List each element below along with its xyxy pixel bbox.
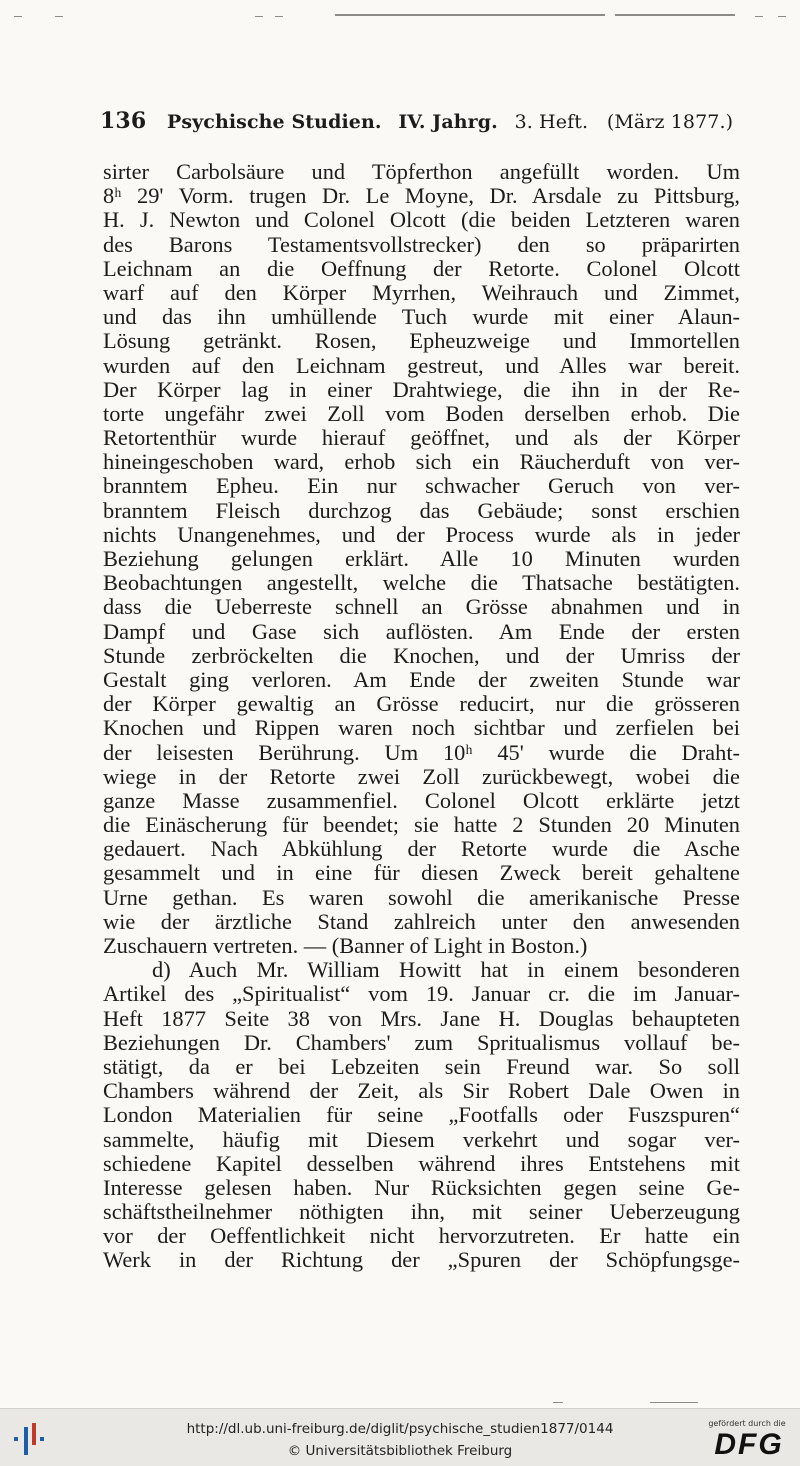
text-line: vor der Oeffentlichkeit nicht hervorzutreten. Er hatte ein: [103, 1223, 740, 1249]
running-header: [100, 108, 740, 134]
text-line: Zuschauern vertreten. — (Banner of Light in Boston.): [103, 933, 588, 958]
text-line: Chambers während der Zeit, als Sir Robert Dale Owen in: [103, 1078, 740, 1104]
text-line: hineingeschoben ward, erhob sich ein Räucherduft von ver-: [103, 449, 740, 475]
text-line: ganze Masse zusammenfiel. Colonel Olcott erklärte jetzt: [103, 787, 740, 813]
text-line: Dampf und Gase sich auflösten. Am Ende der ersten: [103, 618, 740, 644]
text-line: schäftstheilnehmer nöthigten ihn, mit seiner Ueberzeugung: [103, 1199, 740, 1225]
text-line: wurden auf den Leichnam gestreut, und Alles war bereit.: [103, 352, 740, 378]
bottom-scan-rule: [553, 1402, 563, 1403]
text-line: London Materialien für seine „Footfalls oder Fuszspuren“: [103, 1102, 740, 1128]
text-line: torte ungefähr zwei Zoll vom Boden derselben erhob. Die: [103, 400, 740, 426]
text-line: stätigt, da er bei Lebzeiten sein Freund war. So soll: [103, 1053, 740, 1079]
journal-title: Psychische Studien.: [166, 111, 382, 133]
text-line: Stunde zerbröckelten die Knochen, und der Umriss der: [103, 642, 740, 668]
dfg-caption: gefördert durch die: [708, 1419, 786, 1428]
text-line: die Einäscherung für beendet; sie hatte 2 Stunden 20 Minuten: [103, 812, 740, 838]
text-line: und das ihn umhüllende Tuch wurde mit einer Alaun-: [103, 304, 740, 330]
volume-label: IV. Jahrg.: [398, 111, 498, 133]
body-text: [103, 160, 740, 1273]
scan-mark: [255, 16, 263, 17]
dfg-logo: DFG: [714, 1428, 784, 1461]
text-line: Artikel des „Spiritualist“ vom 19. Januar cr. die im Januar-: [103, 981, 740, 1007]
issue-label: 3. Heft.: [514, 111, 589, 133]
text-line: dass die Ueberreste schnell an Grösse abnahmen und in: [103, 594, 740, 620]
text-line: der Körper gewaltig an Grösse reducirt, nur die grösseren: [103, 691, 740, 717]
text-line: Urne gethan. Es waren sowohl die amerikanische Presse: [103, 884, 740, 910]
text-line: d) Auch Mr. William Howitt hat in einem besonderen: [152, 957, 740, 983]
viewer-footer: [0, 1408, 800, 1466]
top-scan-rule: [335, 14, 605, 16]
text-line: Knochen und Rippen waren noch sichtbar und zerfielen bei: [103, 715, 740, 741]
text-line: Der Körper lag in einer Drahtwiege, die ihn in der Re-: [103, 376, 740, 402]
scan-mark: [778, 16, 786, 17]
text-line: Heft 1877 Seite 38 von Mrs. Jane H. Douglas behaupteten: [103, 1005, 740, 1031]
text-line: Beziehungen Dr. Chambers' zum Spritualismus vollauf be-: [103, 1029, 740, 1055]
text-line: der leisesten Berührung. Um 10ʰ 45' wurde die Draht-: [103, 739, 740, 765]
text-line: Retortenthür wurde hierauf geöffnet, und als der Körper: [103, 425, 740, 451]
scan-mark: [755, 16, 763, 17]
text-line: 8ʰ 29' Vorm. trugen Dr. Le Moyne, Dr. Arsdale zu Pittsburg,: [103, 183, 740, 209]
text-line: sirter Carbolsäure und Töpferthon angefüllt worden. Um: [103, 159, 740, 184]
text-line: wie der ärztliche Stand zahlreich unter den anwesenden: [103, 908, 740, 934]
scan-mark: [55, 16, 63, 17]
text-line: Beobachtungen angestellt, welche die Thatsache bestätigten.: [103, 570, 740, 596]
text-line: gedauert. Nach Abkühlung der Retorte wurde die Asche: [103, 836, 740, 862]
text-line: Werk in der Richtung der „Spuren der Schöpfungsge-: [103, 1247, 740, 1273]
bottom-scan-rule-right: [650, 1402, 698, 1403]
text-line: Interesse gelesen haben. Nur Rücksichten gegen seine Ge-: [103, 1174, 740, 1200]
copyright-notice: © Universitätsbibliothek Freiburg: [287, 1443, 513, 1459]
issue-date: (März 1877.): [606, 111, 734, 133]
text-line: branntem Epheu. Ein nur schwacher Geruch von ver-: [103, 473, 740, 499]
scan-mark: [14, 16, 22, 17]
text-line: warf auf den Körper Myrrhen, Weihrauch und Zimmet,: [103, 279, 740, 305]
page-url-link[interactable]: http://dl.ub.uni-freiburg.de/diglit/psychische_studien1877/0144: [186, 1421, 614, 1437]
text-line: Gestalt ging verloren. Am Ende der zweiten Stunde war: [103, 666, 740, 692]
text-line: gesammelt und in eine für diesen Zweck bereit gehaltene: [103, 860, 740, 886]
text-line: nichts Unangenehmes, und der Process wurde als in jeder: [103, 521, 740, 547]
text-line: Lösung getränkt. Rosen, Epheuzweige und Immortellen: [103, 328, 740, 354]
page-number: 136: [100, 108, 147, 134]
top-scan-rule-right: [615, 14, 735, 16]
text-line: H. J. Newton und Colonel Olcott (die beiden Letzteren waren: [103, 207, 740, 233]
text-line: Leichnam an die Oeffnung der Retorte. Colonel Olcott: [103, 255, 740, 281]
text-line: des Barons Testamentsvollstrecker) den so präparirten: [103, 231, 740, 257]
scan-mark: [275, 16, 283, 17]
text-line: sammelte, häufig mit Diesem verkehrt und sogar ver-: [103, 1126, 740, 1152]
text-line: Beziehung gelungen erklärt. Alle 10 Minuten wurden: [103, 546, 740, 571]
text-line: branntem Fleisch durchzog das Gebäude; sonst erschien: [103, 497, 740, 523]
text-line: schiedene Kapitel desselben während ihres Entstehens mit: [103, 1150, 740, 1176]
text-line: wiege in der Retorte zwei Zoll zurückbewegt, wobei die: [103, 763, 740, 789]
